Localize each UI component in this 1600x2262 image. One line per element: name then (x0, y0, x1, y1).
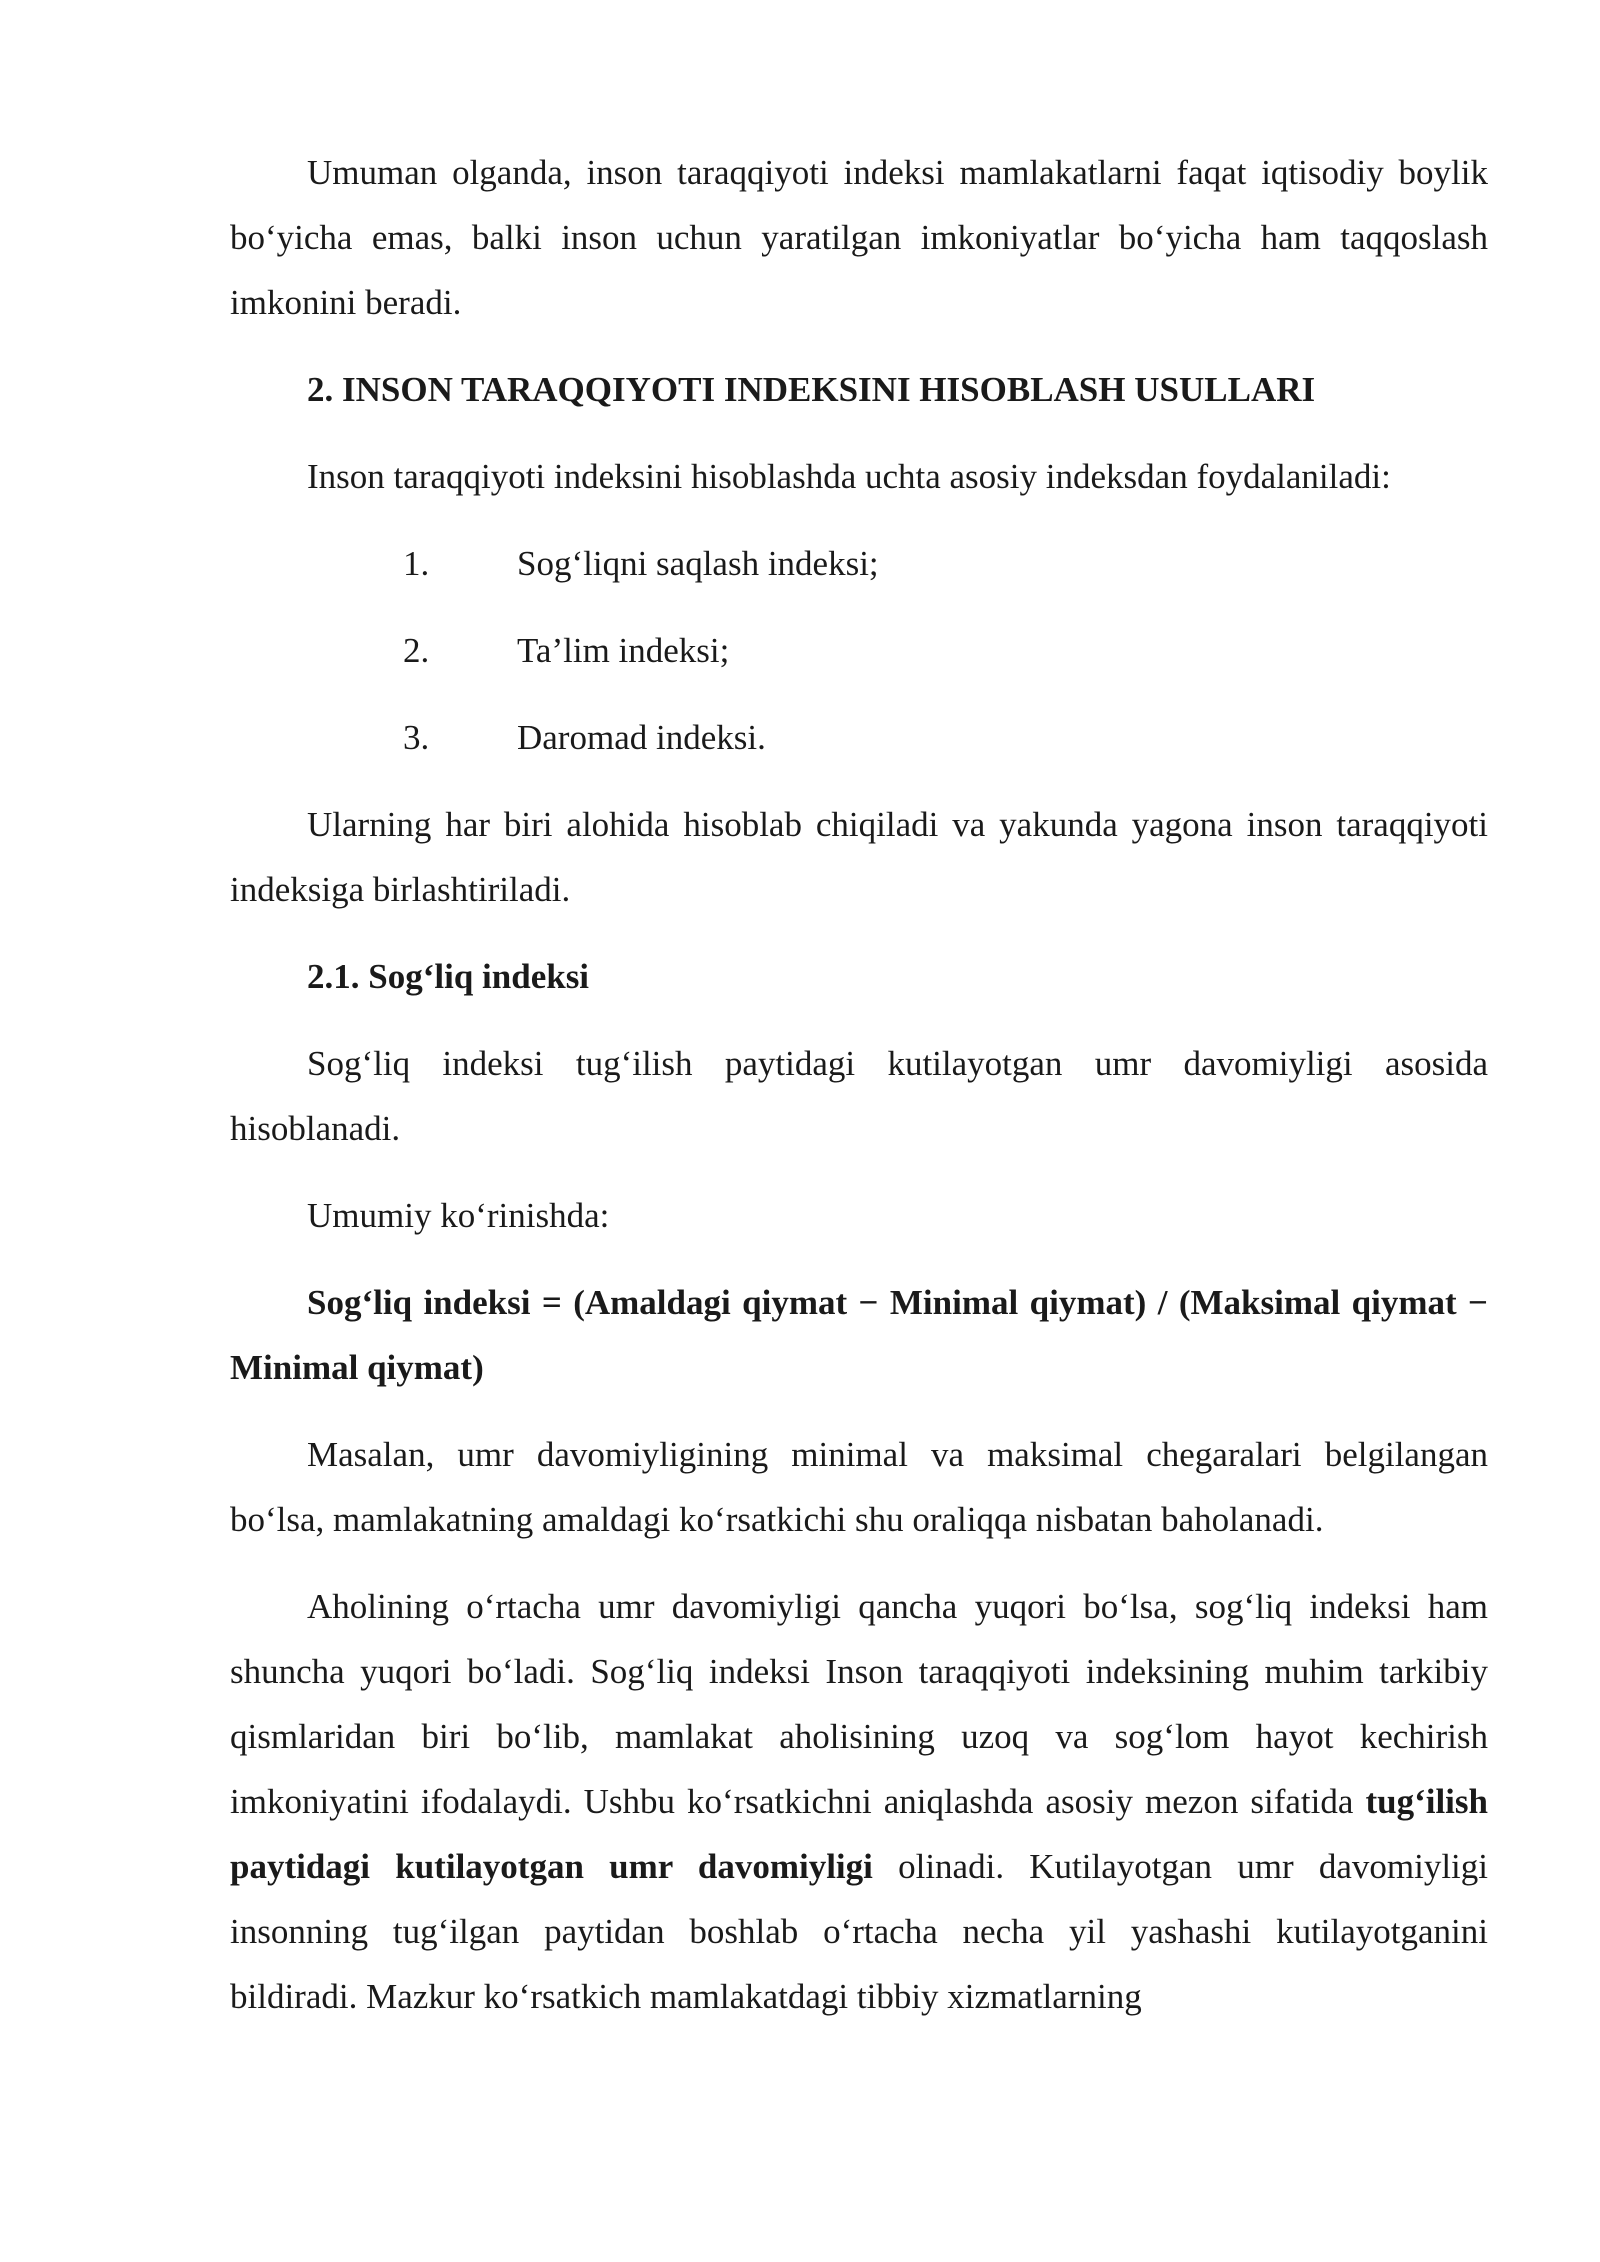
paragraph-text-before: Aholining o‘rtacha umr davomiyligi qancha yuqori bo‘lsa, sog‘liq indeksi ham shuncha yuqori bo‘ladi. Sog‘liq indeksi Inson taraqqiyoti indeksining muhim tarkibiy qismlaridan biri bo‘lib, mamlakat aholisining uzoq va sog‘lom hayot kechirish imkoniyatini ifodalaydi. Ushbu ko‘rsatkichni aniqlashda asosiy mezon sifatida (230, 1587, 1488, 1821)
paragraph-combination: Ularning har biri alohida hisoblab chiqiladi va yakunda yagona inson taraqqiyoti indeksiga birlashtiriladi. (230, 805, 1488, 909)
paragraph-health-index-basis: Sog‘liq indeksi tug‘ilish paytidagi kutilayotgan umr davomiyligi asosida hisoblanadi. (230, 1044, 1488, 1148)
list-item-text: Daromad indeksi. (517, 718, 766, 757)
section-heading-2-1: 2.1. Sog‘liq indeksi (307, 957, 590, 996)
health-index-formula: Sog‘liq indeksi = (Amaldagi qiymat − Minimal qiymat) / (Maksimal qiymat − Minimal qiymat) (230, 1283, 1488, 1387)
paragraph-example: Masalan, umr davomiyligining minimal va maksimal chegaralari belgilangan bo‘lsa, mamlakatning amaldagi ko‘rsatkichi shu oraliqqa nisbatan baholanadi. (230, 1435, 1488, 1539)
paragraph-indices-intro: Inson taraqqiyoti indeksini hisoblashda uchta asosiy indeksdan foydalaniladi: (307, 457, 1391, 496)
paragraph-life-expectancy (230, 1574, 1488, 2029)
paragraph-intro-summary: Umuman olganda, inson taraqqiyoti indeksi mamlakatlarni faqat iqtisodiy boylik bo‘yicha emas, balki inson uchun yaratilgan imkoniyatlar bo‘yicha ham taqqoslash imkonini beradi. (230, 153, 1488, 322)
bold-phrase-life-expectancy: tug‘ilish paytidagi kutilayotgan umr davomiyligi (230, 1782, 1488, 1886)
list-item-text: Ta’lim indeksi; (517, 631, 730, 670)
section-heading-2: 2. INSON TARAQQIYOTI INDEKSINI HISOBLASH USULLARI (307, 370, 1316, 409)
list-item-number: 3. (403, 718, 430, 757)
document-page (230, 140, 1488, 2051)
list-item-text: Sog‘liqni saqlash indeksi; (517, 544, 879, 583)
list-item-number: 1. (403, 544, 430, 583)
paragraph-general-form: Umumiy ko‘rinishda: (307, 1196, 610, 1235)
paragraph-text-after: olinadi. Kutilayotgan umr davomiyligi insonning tug‘ilgan paytidan boshlab o‘rtacha necha yil yashashi kutilayotganini bildiradi. Mazkur ko‘rsatkich mamlakatdagi tibbiy xizmatlarning (230, 1847, 1488, 2016)
list-item (230, 705, 1488, 770)
list-item (230, 531, 1488, 596)
list-item (230, 618, 1488, 683)
list-item-number: 2. (403, 631, 430, 670)
indices-list (230, 531, 1488, 770)
